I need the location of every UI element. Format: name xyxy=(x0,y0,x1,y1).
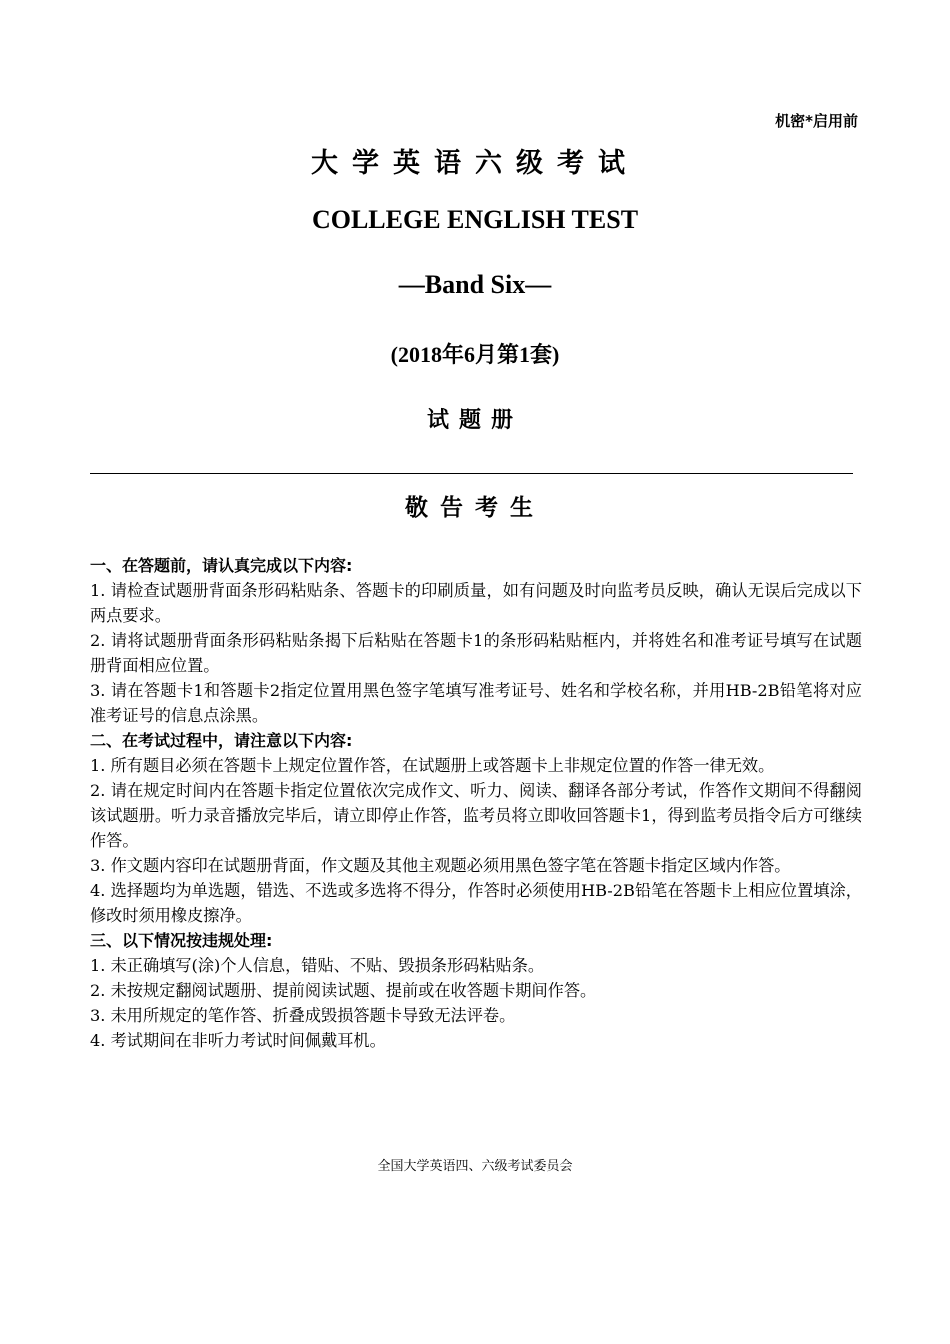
divider-line xyxy=(90,473,853,474)
list-item: 1. 请检查试题册背面条形码粘贴条、答题卡的印刷质量，如有问题及时向监考员反映，确认无误后完成以下两点要求。 xyxy=(90,581,862,625)
section-heading: 三、以下情况按违规处理: xyxy=(90,931,273,950)
section-heading: 二、在考试过程中，请注意以下内容: xyxy=(90,731,353,750)
notice-section-before-exam xyxy=(90,553,862,728)
notice-body xyxy=(90,553,862,1053)
exam-edition: (2018年6月第1套) xyxy=(390,342,560,367)
list-item: 3. 作文题内容印在试题册背面，作文题及其他主观题必须用黑色签字笔在答题卡指定区域内作答。 xyxy=(90,856,791,875)
list-item: 1. 未正确填写(涂)个人信息，错贴、不贴、毁损条形码粘贴条。 xyxy=(90,956,545,975)
band-level: —Band Six— xyxy=(398,270,552,299)
notice-title: 敬告考生 xyxy=(405,495,545,521)
list-item: 3. 请在答题卡1和答题卡2指定位置用黑色签字笔填写准考证号、姓名和学校名称，并用HB-2B铅笔将对应准考证号的信息点涂黑。 xyxy=(90,681,862,725)
confidential-label: 机密*启用前 xyxy=(775,112,858,130)
list-item: 3. 未用所规定的笔作答、折叠成毁损答题卡导致无法评卷。 xyxy=(90,1006,516,1025)
notice-section-during-exam xyxy=(90,728,862,928)
issuing-committee: 全国大学英语四、六级考试委员会 xyxy=(377,1159,573,1174)
section-heading: 一、在答题前，请认真完成以下内容: xyxy=(90,556,353,575)
list-item: 4. 选择题均为单选题，错选、不选或多选将不得分，作答时必须使用HB-2B铅笔在答题卡上相应位置填涂，修改时须用橡皮擦净。 xyxy=(90,881,862,925)
list-item: 1. 所有题目必须在答题卡上规定位置作答，在试题册上或答题卡上非规定位置的作答一律无效。 xyxy=(90,756,775,775)
notice-section-violations xyxy=(90,928,862,1053)
exam-title-english: COLLEGE ENGLISH TEST xyxy=(311,205,639,234)
list-item: 2. 请在规定时间内在答题卡指定位置依次完成作文、听力、阅读、翻译各部分考试，作答作文期间不得翻阅该试题册。听力录音播放完毕后，请立即停止作答，监考员将立即收回答题卡1，得到监考员指令后方可继续作答。 xyxy=(90,781,862,850)
list-item: 2. 未按规定翻阅试题册、提前阅读试题、提前或在收答题卡期间作答。 xyxy=(90,981,597,1000)
booklet-label: 试题册 xyxy=(426,408,523,433)
exam-title-chinese: 大学英语六级考试 xyxy=(311,148,639,179)
list-item: 2. 请将试题册背面条形码粘贴条揭下后粘贴在答题卡1的条形码粘贴框内，并将姓名和准考证号填写在试题册背面相应位置。 xyxy=(90,631,862,675)
list-item: 4. 考试期间在非听力考试时间佩戴耳机。 xyxy=(90,1031,386,1050)
